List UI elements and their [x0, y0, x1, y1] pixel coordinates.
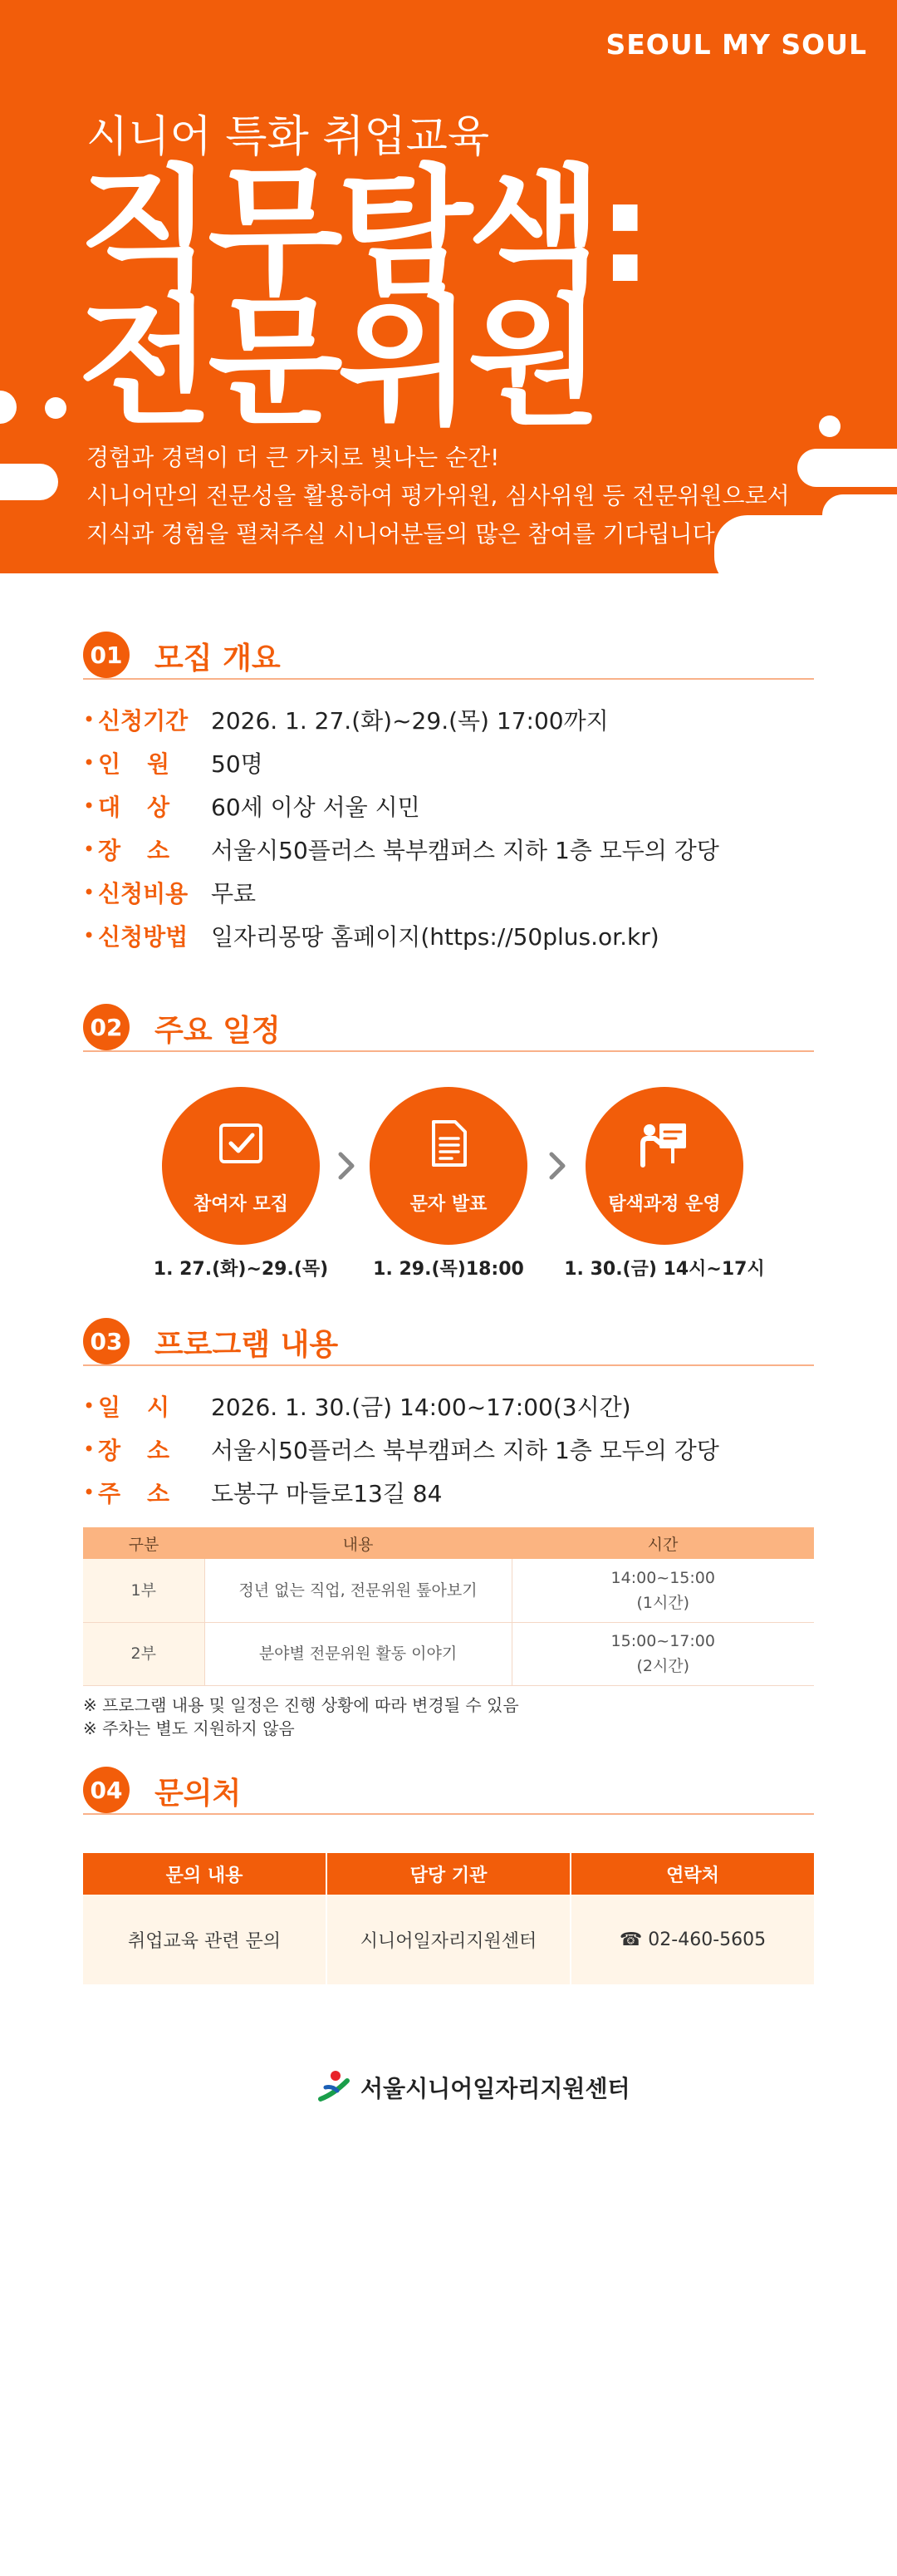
section-title: 프로그램 내용 — [154, 1328, 339, 1362]
decor-blob — [0, 391, 17, 424]
bullet-dot: • — [83, 1394, 96, 1418]
info-row-place: • 장소 서울시50플러스 북부캠퍼스 지하 1층 모두의 강당 — [83, 837, 719, 864]
schedule-date: 1. 30.(금) 14시~17시 — [564, 1259, 765, 1280]
table-header: 내용 — [204, 1527, 512, 1559]
apply-link[interactable]: 일자리몽땅 홈페이지(https://50plus.or.kr) — [211, 923, 659, 951]
section-title: 모집 개요 — [154, 642, 281, 676]
program-row-address: • 주소 도봉구 마들로13길 84 — [83, 1480, 443, 1507]
presenter-icon — [638, 1117, 691, 1170]
info-row-headcount: • 인원 50명 — [83, 750, 263, 778]
section-number: 01 — [83, 632, 130, 678]
section-number: 03 — [83, 1318, 130, 1364]
table-header: 구분 — [83, 1527, 204, 1559]
bullet-dot: • — [83, 751, 96, 774]
section-number: 04 — [83, 1767, 130, 1813]
decor-blob — [822, 494, 897, 536]
bullet-dot: • — [83, 838, 96, 861]
table-row: 1부 정년 없는 직업, 전문위원 톺아보기 14:00~15:00 (1시간) — [83, 1559, 814, 1622]
program-table — [83, 1527, 814, 1686]
section-number: 02 — [83, 1004, 130, 1050]
program-row-date: • 일시 2026. 1. 30.(금) 14:00~17:00(3시간) — [83, 1394, 631, 1421]
section-schedule-header — [83, 1002, 814, 1052]
schedule-step-program: 탐색과정 운영 — [586, 1087, 743, 1245]
phone-link[interactable]: ☎ 02-460-5605 — [571, 1895, 814, 1984]
brand-logo: SEOUL MY SOUL — [605, 28, 867, 61]
org-logo-icon — [316, 2069, 352, 2106]
intro-text: 경험과 경력이 더 큰 가치로 빛나는 순간! 시니어만의 전문성을 활용하여 평가위원, 심사위원 등 전문위원으로서 지식과 경험을 펼쳐주실 시니어분들의 많은 참여를 기다립니다. — [86, 444, 790, 548]
table-header: 담당 기관 — [326, 1853, 571, 1895]
bullet-dot: • — [83, 1438, 96, 1461]
hero-banner — [0, 0, 897, 573]
info-row-target: • 대상 60세 이상 서울 시민 — [83, 794, 420, 821]
bullet-dot: • — [83, 924, 96, 947]
document-icon — [422, 1117, 475, 1170]
schedule-step-recruit: 참여자 모집 — [162, 1087, 320, 1245]
bullet-dot: • — [83, 1481, 96, 1504]
decor-blob — [0, 464, 58, 500]
table-header: 시간 — [512, 1527, 814, 1559]
bullet-dot: • — [83, 708, 96, 731]
info-row-fee: • 신청비용 무료 — [83, 880, 257, 907]
section-contact-header — [83, 1765, 814, 1815]
decor-blob — [797, 449, 897, 487]
note-text: ※ 프로그램 내용 및 일정은 진행 상황에 따라 변경될 수 있음 — [83, 1695, 519, 1715]
main-title-line1: 직무탐색: — [78, 151, 649, 314]
decor-dot — [819, 415, 841, 437]
section-title: 문의처 — [154, 1777, 242, 1811]
schedule-date: 1. 29.(목)18:00 — [373, 1259, 524, 1280]
table-header: 연락처 — [571, 1853, 814, 1895]
schedule-step-announce: 문자 발표 — [370, 1087, 527, 1245]
chevron-right-icon — [334, 1151, 359, 1181]
kicker-text: 시니어 특화 취업교육 — [86, 112, 490, 162]
info-row-period: • 신청기간 2026. 1. 27.(화)~29.(목) 17:00까지 — [83, 707, 609, 735]
table-header: 문의 내용 — [83, 1853, 326, 1895]
bullet-dot: • — [83, 794, 96, 818]
main-title-line2: 전문위원 — [78, 281, 598, 444]
program-row-place: • 장소 서울시50플러스 북부캠퍼스 지하 1층 모두의 강당 — [83, 1437, 719, 1464]
table-row: 취업교육 관련 문의 시니어일자리지원센터 ☎ 02-460-5605 — [83, 1895, 814, 1984]
decor-dot — [45, 397, 66, 419]
checkbox-icon — [214, 1117, 267, 1170]
section-program-header — [83, 1316, 814, 1366]
section-title: 주요 일정 — [154, 1014, 281, 1048]
contact-table — [83, 1853, 814, 1984]
footer-logo: 서울시니어일자리지원센터 — [316, 2069, 630, 2106]
table-row: 2부 분야별 전문위원 활동 이야기 15:00~17:00 (2시간) — [83, 1622, 814, 1685]
bullet-dot: • — [83, 881, 96, 904]
section-recruit-header — [83, 630, 814, 680]
info-row-method: • 신청방법 일자리몽땅 홈페이지(https://50plus.or.kr) — [83, 919, 659, 952]
chevron-right-icon — [545, 1151, 570, 1181]
note-text: ※ 주차는 별도 지원하지 않음 — [83, 1718, 295, 1738]
schedule-date: 1. 27.(화)~29.(목) — [153, 1259, 329, 1280]
